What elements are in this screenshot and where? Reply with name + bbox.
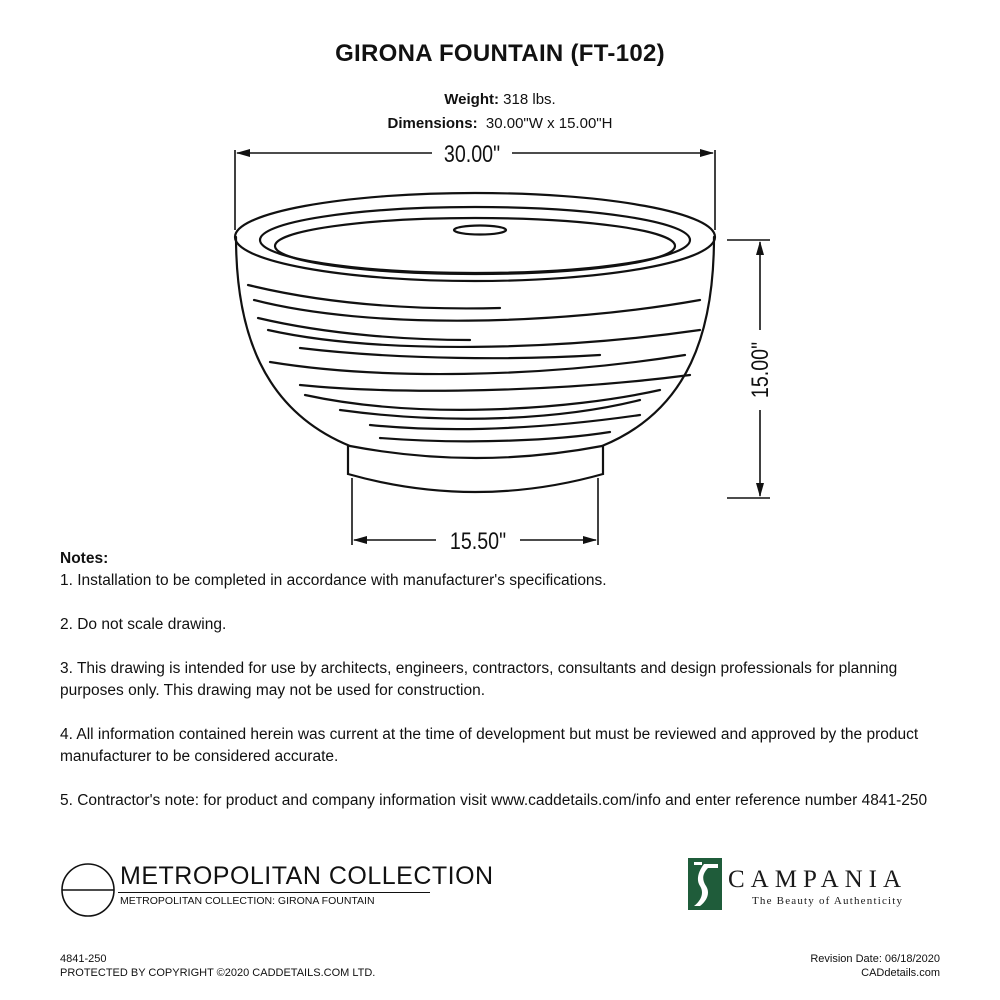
texture-band [248, 285, 500, 308]
footer-right [810, 952, 940, 980]
revision-date: Revision Date: 06/18/2020 [810, 953, 940, 965]
collection-logo-icon [60, 862, 116, 918]
spout-hole [454, 226, 506, 235]
note-item: 2. Do not scale drawing. [60, 616, 227, 633]
dimensions-label: Dimensions: [387, 115, 478, 132]
bowl-bottom [350, 446, 602, 458]
site-link[interactable]: CADdetails.com [861, 967, 940, 979]
texture-band [254, 300, 700, 321]
notes-section [60, 548, 940, 834]
collection-divider [118, 892, 430, 893]
texture-band [300, 348, 600, 358]
note-item: 5. Contractor's note: for product and company information visit www.caddetails.com/info and enter reference number 4841-250 [60, 792, 928, 809]
note-item: 1. Installation to be completed in accordance with manufacturer's specifications. [60, 572, 607, 589]
reference-number: 4841-250 [60, 953, 107, 965]
dimensions-value: 30.00"W x 15.00"H [477, 115, 613, 132]
notes-heading: Notes: [60, 550, 109, 567]
brand-name: CAMPANIA [728, 866, 908, 893]
base-dimension-label: 15.50" [449, 527, 507, 555]
footer-left [60, 952, 375, 980]
campania-mark-icon [688, 858, 722, 910]
note-item: 3. This drawing is intended for use by architects, engineers, contractors, consultants and design professionals for planning purposes only. This drawing may not be used for construction. [60, 660, 898, 699]
weight-value: 318 lbs. [499, 91, 556, 108]
page-title: GIRONA FOUNTAIN (FT-102) [335, 40, 665, 67]
copyright-text: PROTECTED BY COPYRIGHT ©2020 CADDETAILS.COM LTD. [60, 967, 376, 979]
collection-subtitle: METROPOLITAN COLLECTION: GIRONA FOUNTAIN [120, 895, 375, 907]
bowl-right-side [602, 237, 714, 446]
weight-label: Weight: [444, 91, 499, 108]
collection-title: METROPOLITAN COLLECTION [120, 862, 494, 890]
campania-logo [688, 858, 948, 914]
width-dimension-label: 30.00" [443, 140, 501, 168]
height-dimension-label: 15.00" [746, 341, 774, 399]
brand-tagline: The Beauty of Authenticity [752, 895, 904, 907]
texture-band [380, 432, 610, 441]
note-item: 4. All information contained herein was current at the time of development but must be reviewed and approved by the product manufacturer to be considered accurate. [60, 726, 919, 765]
texture-band [300, 375, 690, 391]
